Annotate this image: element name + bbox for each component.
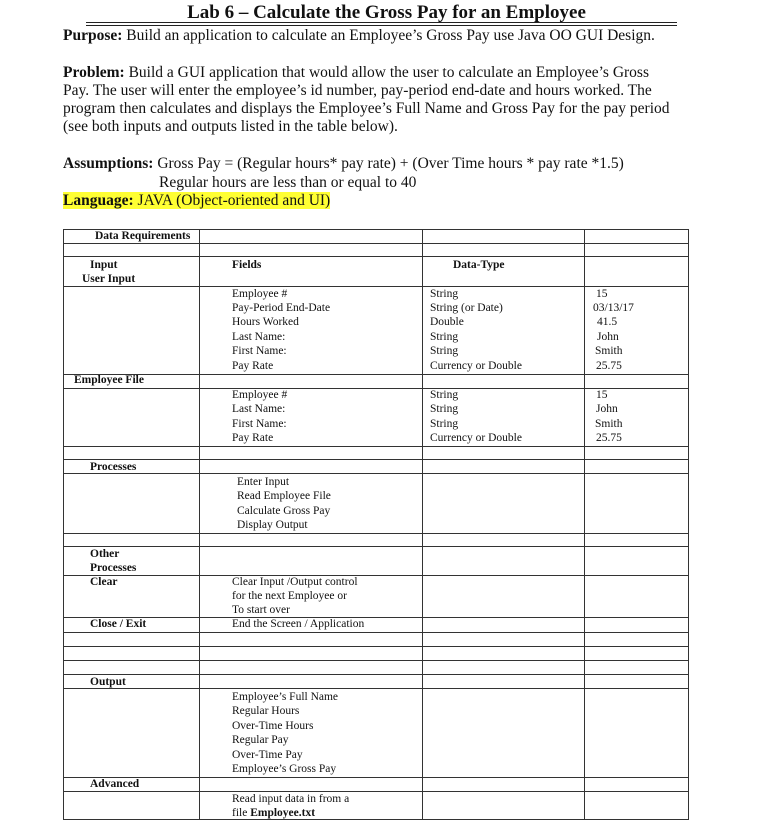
file-type-last-name: String — [430, 403, 459, 415]
problem-line-4: (see both inputs and outputs listed in the table below). — [63, 118, 398, 135]
value-pay-rate: 25.75 — [596, 360, 622, 372]
output-gross-pay: Employee’s Gross Pay — [232, 763, 337, 775]
file-field-pay-rate: Pay Rate — [232, 432, 274, 444]
file-field-first-name: First Name: — [232, 418, 287, 430]
file-type-employee-number: String — [430, 389, 459, 401]
file-type-pay-rate: Currency or Double — [430, 432, 522, 444]
input-label: Input — [90, 259, 118, 271]
advanced-desc-2 — [232, 806, 315, 820]
purpose-label: Purpose: — [63, 27, 123, 44]
file-field-employee-number: Employee # — [232, 389, 288, 401]
problem-line-2: Pay. The user will enter the employee’s id number, pay-period end-date and hours worked. The — [63, 82, 652, 99]
file-value-last-name: John — [596, 403, 618, 415]
assumptions-label: Assumptions: — [63, 155, 154, 172]
processes-label: Processes — [90, 461, 137, 473]
value-hours-worked: 41.5 — [597, 316, 618, 328]
advanced-filename: Employee.txt — [250, 807, 316, 819]
field-pay-rate: Pay Rate — [232, 360, 274, 372]
process-enter-input: Enter Input — [237, 476, 290, 488]
employee-file-label: Employee File — [74, 374, 144, 386]
language-highlight — [63, 192, 330, 209]
page-title: Lab 6 – Calculate the Gross Pay for an Employee — [187, 2, 586, 23]
type-pay-period: String (or Date) — [430, 302, 503, 314]
clear-desc-2: for the next Employee or — [232, 590, 347, 602]
output-overtime-hours: Over-Time Hours — [232, 720, 314, 732]
purpose-text: Build an application to calculate an Employee’s Gross Pay use Java OO GUI Design. — [122, 27, 655, 44]
file-value-pay-rate: 25.75 — [596, 432, 622, 444]
file-field-last-name: Last Name: — [232, 403, 286, 415]
type-pay-rate: Currency or Double — [430, 360, 522, 372]
problem-label: Problem: — [63, 64, 125, 81]
field-hours-worked: Hours Worked — [232, 316, 299, 328]
type-last-name: String — [430, 331, 459, 343]
datatype-header: Data-Type — [453, 259, 505, 271]
file-type-first-name: String — [430, 418, 459, 430]
process-calculate: Calculate Gross Pay — [237, 505, 331, 517]
problem-text-1: Build a GUI application that would allow the user to calculate an Employee’s Gross — [124, 64, 649, 81]
field-employee-number: Employee # — [232, 288, 288, 300]
problem-line-1 — [63, 64, 649, 82]
value-first-name: Smith — [595, 345, 623, 357]
fields-header: Fields — [232, 259, 262, 271]
other-label: Other — [90, 548, 120, 560]
output-full-name: Employee’s Full Name — [232, 691, 339, 703]
advanced-label: Advanced — [90, 778, 140, 790]
process-read-file: Read Employee File — [237, 490, 331, 502]
assumptions-line-2: Regular hours are less than or equal to 40 — [159, 174, 417, 191]
clear-desc-1: Clear Input /Output control — [232, 576, 358, 588]
value-pay-period: 03/13/17 — [593, 302, 634, 314]
output-regular-hours: Regular Hours — [232, 705, 300, 717]
process-display: Display Output — [237, 519, 308, 531]
language-text: JAVA (Object-oriented and UI) — [133, 192, 331, 209]
output-overtime-pay: Over-Time Pay — [232, 749, 303, 761]
user-input-label: User Input — [82, 273, 136, 285]
field-first-name: First Name: — [232, 345, 287, 357]
other-processes-label: Processes — [90, 562, 137, 574]
assumptions-line-1 — [63, 155, 624, 173]
value-last-name: John — [597, 331, 619, 343]
language-label: Language: — [63, 192, 134, 209]
clear-label: Clear — [90, 576, 118, 588]
purpose-paragraph — [63, 27, 655, 45]
data-requirements-header: Data Requirements — [95, 230, 191, 242]
language-line — [63, 192, 330, 210]
field-last-name: Last Name: — [232, 331, 286, 343]
file-value-first-name: Smith — [595, 418, 623, 430]
problem-line-3: program then calculates and displays the Employee’s Full Name and Gross Pay for the pay period — [63, 100, 670, 117]
type-employee-number: String — [430, 288, 459, 300]
title-underline — [86, 22, 677, 23]
field-pay-period: Pay-Period End-Date — [232, 302, 331, 314]
advanced-desc-1: Read input data in from a — [232, 793, 350, 805]
value-employee-number: 15 — [596, 288, 608, 300]
assumptions-text-1: Gross Pay = (Regular hours* pay rate) + (Over Time hours * pay rate *1.5) — [153, 155, 624, 172]
output-regular-pay: Regular Pay — [232, 734, 289, 746]
output-label: Output — [90, 676, 126, 688]
type-first-name: String — [430, 345, 459, 357]
clear-desc-3: To start over — [232, 604, 290, 616]
file-value-employee-number: 15 — [596, 389, 608, 401]
title-underline-2 — [86, 25, 677, 26]
close-desc: End the Screen / Application — [232, 618, 365, 630]
advanced-desc-prefix: file — [232, 807, 251, 819]
type-hours-worked: Double — [430, 316, 464, 328]
close-label: Close / Exit — [90, 618, 147, 630]
